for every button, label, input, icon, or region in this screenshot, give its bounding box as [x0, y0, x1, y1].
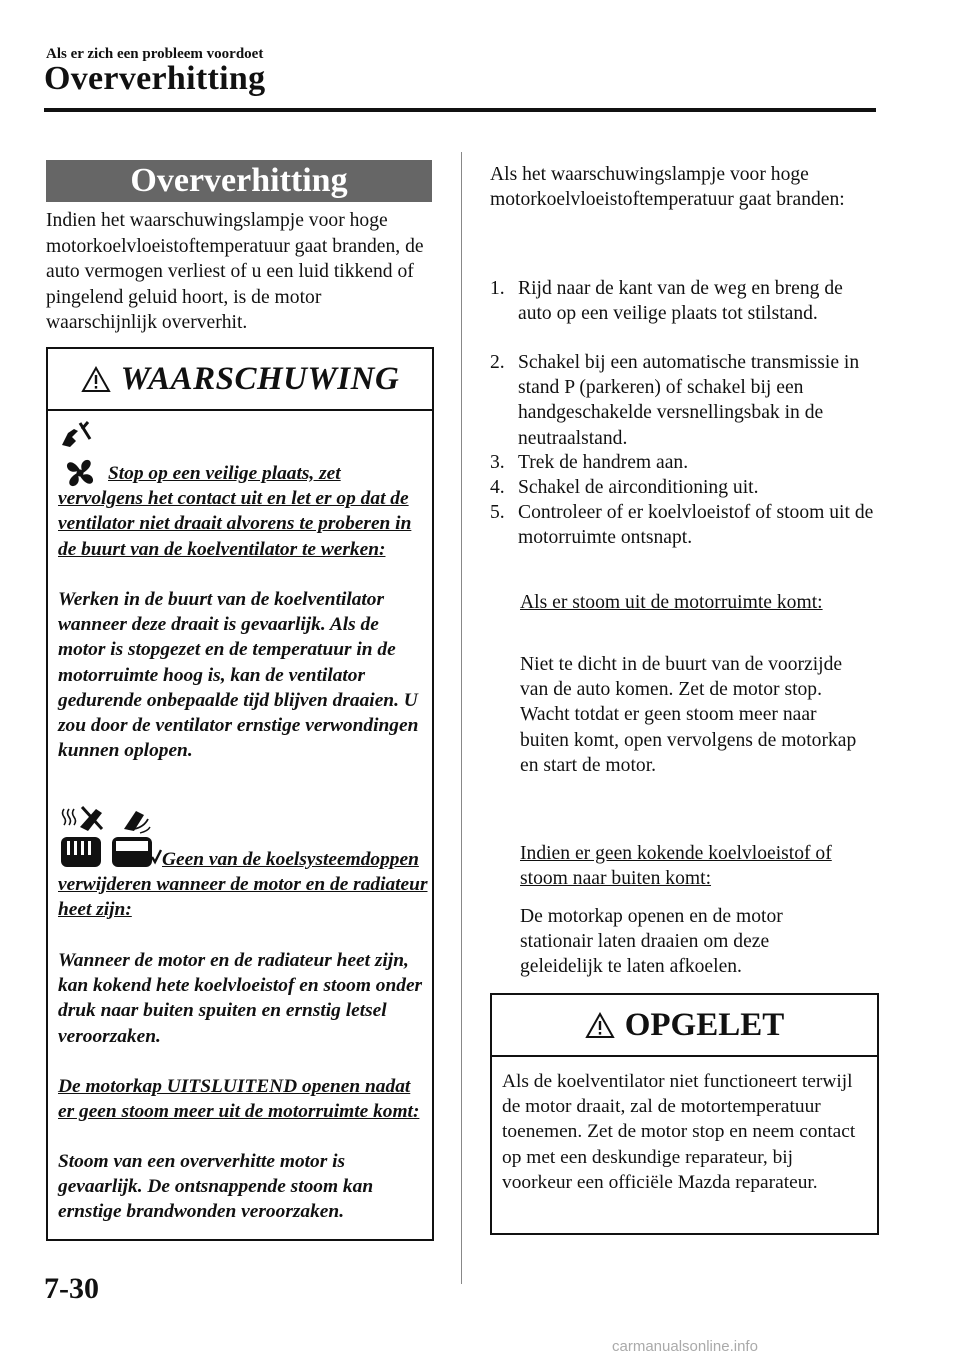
list-item: 2. Schakel bij een automatische transmissie in stand P (parkeren) of schakel bij een handgeschakelde versnellingsbak in de neutraalstand. [490, 352, 860, 449]
steps-list [490, 276, 875, 549]
caution-title: OPGELET [624, 1006, 785, 1043]
section-banner: Oververhitting [46, 160, 432, 202]
caution-header [492, 995, 877, 1057]
warning-cap-text: Wanneer de motor en de radiateur heet zijn, kan kokend hete koelvloeistof en stoom onder druk naar buiten spuiten en ernstig letsel veroorzaken. [58, 950, 423, 1047]
intro-paragraph: Indien het waarschuwingslampje voor hoge motorkoelvloeistoftemperatuur gaat branden, de auto vermogen verliest of u een luid tikkend of pingelend geluid hoort, is de motor waarschijnlijk oververhit. [46, 210, 424, 333]
list-item: 1. Rijd naar de kant van de weg en breng de auto op een veilige plaats tot stilstand. [490, 278, 843, 325]
steam-heading: Als er stoom uit de motorruimte komt: [520, 592, 823, 613]
warning-title: WAARSCHUWING [120, 360, 400, 397]
page-number: 7-30 [44, 1272, 99, 1305]
steam-text: Niet te dicht in de buurt van de voorzijde van de auto komen. Zet de motor stop. Wacht totdat er geen stoom meer naar buiten komt, open vervolgens de motorkap en start de motor. [520, 654, 857, 776]
header-rule [44, 108, 876, 112]
caution-text: Als de koelventilator niet functioneert terwijl de motor draait, zal de motortemperatuur toenemen. Zet de motor stop en neem contact op met een deskundige reparateur, bij voorkeur een officiële Mazda reparateur. [502, 1071, 856, 1193]
caution-box [490, 993, 879, 1235]
warning-triangle-icon [81, 366, 111, 393]
page-title: Oververhitting [44, 60, 266, 97]
list-item: 4. Schakel de airconditioning uit. [490, 477, 759, 498]
list-item: 5. Controleer of er koelvloeistof of stoom uit de motorruimte ontsnapt. [490, 502, 874, 549]
warning-triangle-icon [585, 1012, 615, 1039]
no-hands-icon [58, 419, 94, 449]
list-item: 3. Trek de handrem aan. [490, 452, 689, 473]
warning-cap-heading: Geen van de koelsysteemdoppen verwijderen wanneer de motor en de radiateur heet zijn: [58, 849, 428, 921]
warning-box [46, 347, 434, 1241]
warning-fan-text: Werken in de buurt van de koelventilator wanneer deze draait is gevaarlijk. Als de motor is stopgezet en de temperatuur in de motorruimte hoog is, kan de ventilator gedurende onbepaalde tijd blijven draaien. U zou door de ventilator ernstige verwondingen kunnen oplopen. [58, 589, 419, 762]
section-label: Als er zich een probleem voordoet [46, 46, 264, 62]
column-divider [461, 152, 462, 1284]
nosteam-text: De motorkap openen en de motor stationair laten draaien om deze geleidelijk te laten afkoelen. [520, 906, 783, 978]
right-intro: Als het waarschuwingslampje voor hoge motorkoelvloeistoftemperatuur gaat branden: [490, 164, 845, 211]
watermark: carmanualsonline.info [612, 1338, 758, 1355]
warning-hood-heading: De motorkap UITSLUITEND openen nadat er geen stoom meer uit de motorruimte komt: [58, 1076, 420, 1123]
nosteam-heading: Indien er geen kokende koelvloeistof of stoom naar buiten komt: [520, 843, 832, 890]
warning-fan-heading: Stop op een veilige plaats, zet vervolgens het contact uit en let er op dat de ventilator niet draait alvorens te proberen in de buurt van de koelventilator te werken: [58, 463, 412, 560]
warning-header [48, 349, 432, 411]
warning-hood-text: Stoom van een oververhitte motor is gevaarlijk. De ontsnappende stoom kan ernstige brandwonden veroorzaken. [58, 1151, 374, 1223]
